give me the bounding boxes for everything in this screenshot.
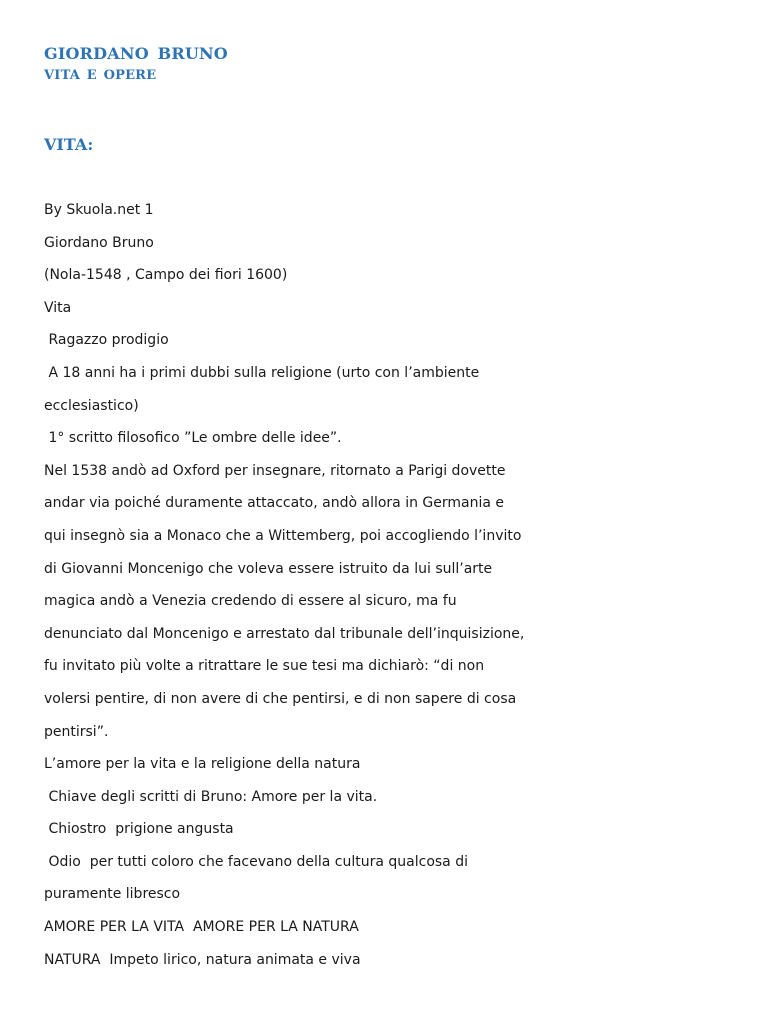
text-line: volersi pentire, di non avere di che pentirsi, e di non sapere di cosa bbox=[44, 690, 517, 707]
text-line: qui insegnò sia a Monaco che a Wittemberg, poi accogliendo l’invito bbox=[44, 527, 522, 544]
text-line: Vita bbox=[44, 299, 72, 316]
text-line: NATURA Impeto lirico, natura animata e viva bbox=[44, 951, 361, 968]
text-line: (Nola-1548 , Campo dei fiori 1600) bbox=[44, 267, 288, 284]
document-subtitle: VITA E OPERE bbox=[44, 68, 157, 83]
text-line: denunciato dal Moncenigo e arrestato dal tribunale dell’inquisizione, bbox=[44, 625, 525, 642]
text-line: Giordano Bruno bbox=[44, 234, 154, 251]
text-line: L’amore per la vita e la religione della natura bbox=[44, 756, 361, 773]
text-line: Ragazzo prodigio bbox=[44, 332, 169, 349]
text-line: By Skuola.net 1 bbox=[44, 202, 154, 218]
text-line: pentirsi”. bbox=[44, 723, 109, 740]
text-line: A 18 anni ha i primi dubbi sulla religione (urto con l’ambiente bbox=[44, 364, 480, 381]
text-line: Odio per tutti coloro che facevano della cultura qualcosa di bbox=[44, 853, 468, 870]
text-line: ecclesiastico) bbox=[44, 397, 139, 414]
section-heading-vita: VITA: bbox=[44, 135, 94, 154]
text-line: puramente libresco bbox=[44, 886, 181, 903]
text-line: di Giovanni Moncenigo che voleva essere istruito da lui sull’arte bbox=[44, 560, 493, 577]
text-line: Chiave degli scritti di Bruno: Amore per la vita. bbox=[44, 788, 378, 805]
text-line: Nel 1538 andò ad Oxford per insegnare, ritornato a Parigi dovette bbox=[44, 462, 506, 479]
document-title: GIORDANO BRUNO bbox=[44, 44, 228, 63]
text-line: 1° scritto filosofico ”Le ombre delle idee”. bbox=[44, 430, 342, 447]
text-line: fu invitato più volte a ritrattare le sue tesi ma dichiarò: “di non bbox=[44, 658, 485, 675]
body-text bbox=[44, 198, 544, 980]
text-line: Chiostro prigione angusta bbox=[44, 821, 234, 838]
text-line: andar via poiché duramente attaccato, andò allora in Germania e bbox=[44, 495, 505, 512]
text-line: magica andò a Venezia credendo di essere al sicuro, ma fu bbox=[44, 593, 457, 610]
text-line: AMORE PER LA VITA AMORE PER LA NATURA bbox=[44, 919, 359, 936]
